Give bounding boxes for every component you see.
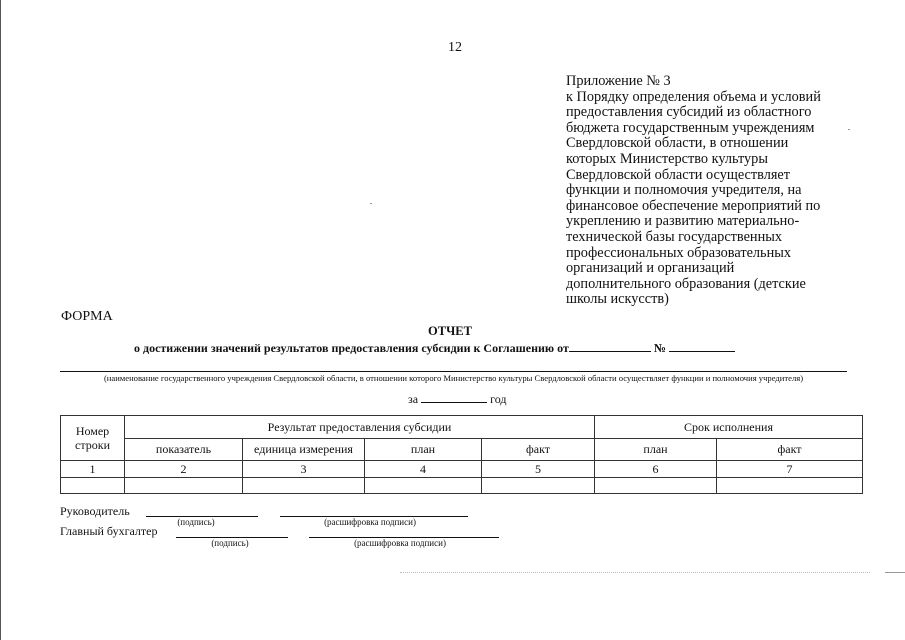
accountant-decode-caption: (расшифровка подписи) (354, 538, 446, 548)
scan-speck (848, 129, 850, 130)
appendix-line: которых Министерство культуры (566, 150, 768, 167)
accountant-signature-caption: (подпись) (211, 538, 249, 548)
report-title: ОТЧЕТ (428, 324, 472, 338)
header-deadline-group: Срок исполнения (595, 416, 863, 439)
appendix-line: дополнительного образования (детские (566, 275, 806, 292)
table-numbering-row (61, 461, 863, 478)
institution-name-caption: (наименование государственного учреждения Свердловской области, в отношении которого Министерство культуры Свердловской области осуществляет функции и полномочия учредителя) (103, 373, 804, 383)
report-subtitle (134, 340, 735, 356)
appendix-line: Свердловской области осуществляет (566, 166, 791, 183)
subtitle-text: о достижении значений результатов предоставления субсидии к Соглашению от (134, 341, 569, 355)
appendix-line: к Порядку определения объема и условий (566, 88, 821, 105)
table-cell[interactable] (61, 478, 125, 494)
number-sign: № (653, 341, 666, 355)
table-cell[interactable] (365, 478, 482, 494)
page-number: 12 (448, 40, 462, 55)
header-fact: факт (482, 439, 595, 461)
appendix-line: Свердловской области, в отношении (566, 135, 789, 152)
head-signature-caption: (подпись) (177, 517, 215, 527)
appendix-line: Приложение № 3 (566, 73, 671, 89)
head-decode-caption: (расшифровка подписи) (324, 517, 416, 527)
header-unit: единица измерения (243, 439, 365, 461)
year-suffix: год (490, 392, 507, 406)
report-year (408, 391, 506, 407)
appendix-line: предоставления субсидий из областного (566, 104, 812, 121)
appendix-line: организаций и организаций (566, 260, 735, 277)
table-cell[interactable] (482, 478, 595, 494)
year-blank[interactable] (421, 391, 487, 403)
column-number: 6 (595, 461, 717, 478)
header-indicator: показатель (125, 439, 243, 461)
accountant-label: Главный бухгалтер (60, 524, 158, 538)
table-header-row (61, 416, 863, 439)
head-label: Руководитель (60, 504, 130, 518)
appendix-line: функции и полномочия учредителя, на (566, 182, 802, 199)
table-subheader-row (61, 439, 863, 461)
header-deadline-plan: план (595, 439, 717, 461)
column-number: 1 (61, 461, 125, 478)
appendix-line: укреплению и развитию материально- (566, 213, 800, 230)
header-deadline-fact: факт (717, 439, 863, 461)
header-plan: план (365, 439, 482, 461)
scan-artifact-dots (400, 572, 870, 573)
year-prefix: за (408, 392, 419, 406)
appendix-line: школы искусств) (566, 291, 669, 308)
scan-artifact-dash (885, 572, 905, 573)
scan-speck (370, 203, 372, 204)
header-row-number: Номер строки (61, 416, 125, 461)
report-table (60, 415, 863, 494)
column-number: 3 (243, 461, 365, 478)
institution-name-line[interactable] (60, 371, 847, 372)
table-cell[interactable] (595, 478, 717, 494)
agreement-number-blank[interactable] (669, 340, 735, 352)
appendix-block (566, 74, 866, 308)
appendix-line: профессиональных образовательных (566, 244, 791, 261)
table-cell[interactable] (717, 478, 863, 494)
appendix-line: бюджета государственным учреждениям (566, 119, 815, 136)
column-number: 5 (482, 461, 595, 478)
table-cell[interactable] (243, 478, 365, 494)
header-result-group: Результат предоставления субсидии (125, 416, 595, 439)
form-label: ФОРМА (61, 309, 113, 324)
column-number: 2 (125, 461, 243, 478)
appendix-line: финансовое обеспечение мероприятий по (566, 197, 821, 214)
table-cell[interactable] (125, 478, 243, 494)
appendix-line: технической базы государственных (566, 228, 782, 245)
agreement-date-blank[interactable] (569, 340, 651, 352)
column-number: 4 (365, 461, 482, 478)
table-row (61, 478, 863, 494)
page-edge-rule (0, 0, 1, 640)
column-number: 7 (717, 461, 863, 478)
